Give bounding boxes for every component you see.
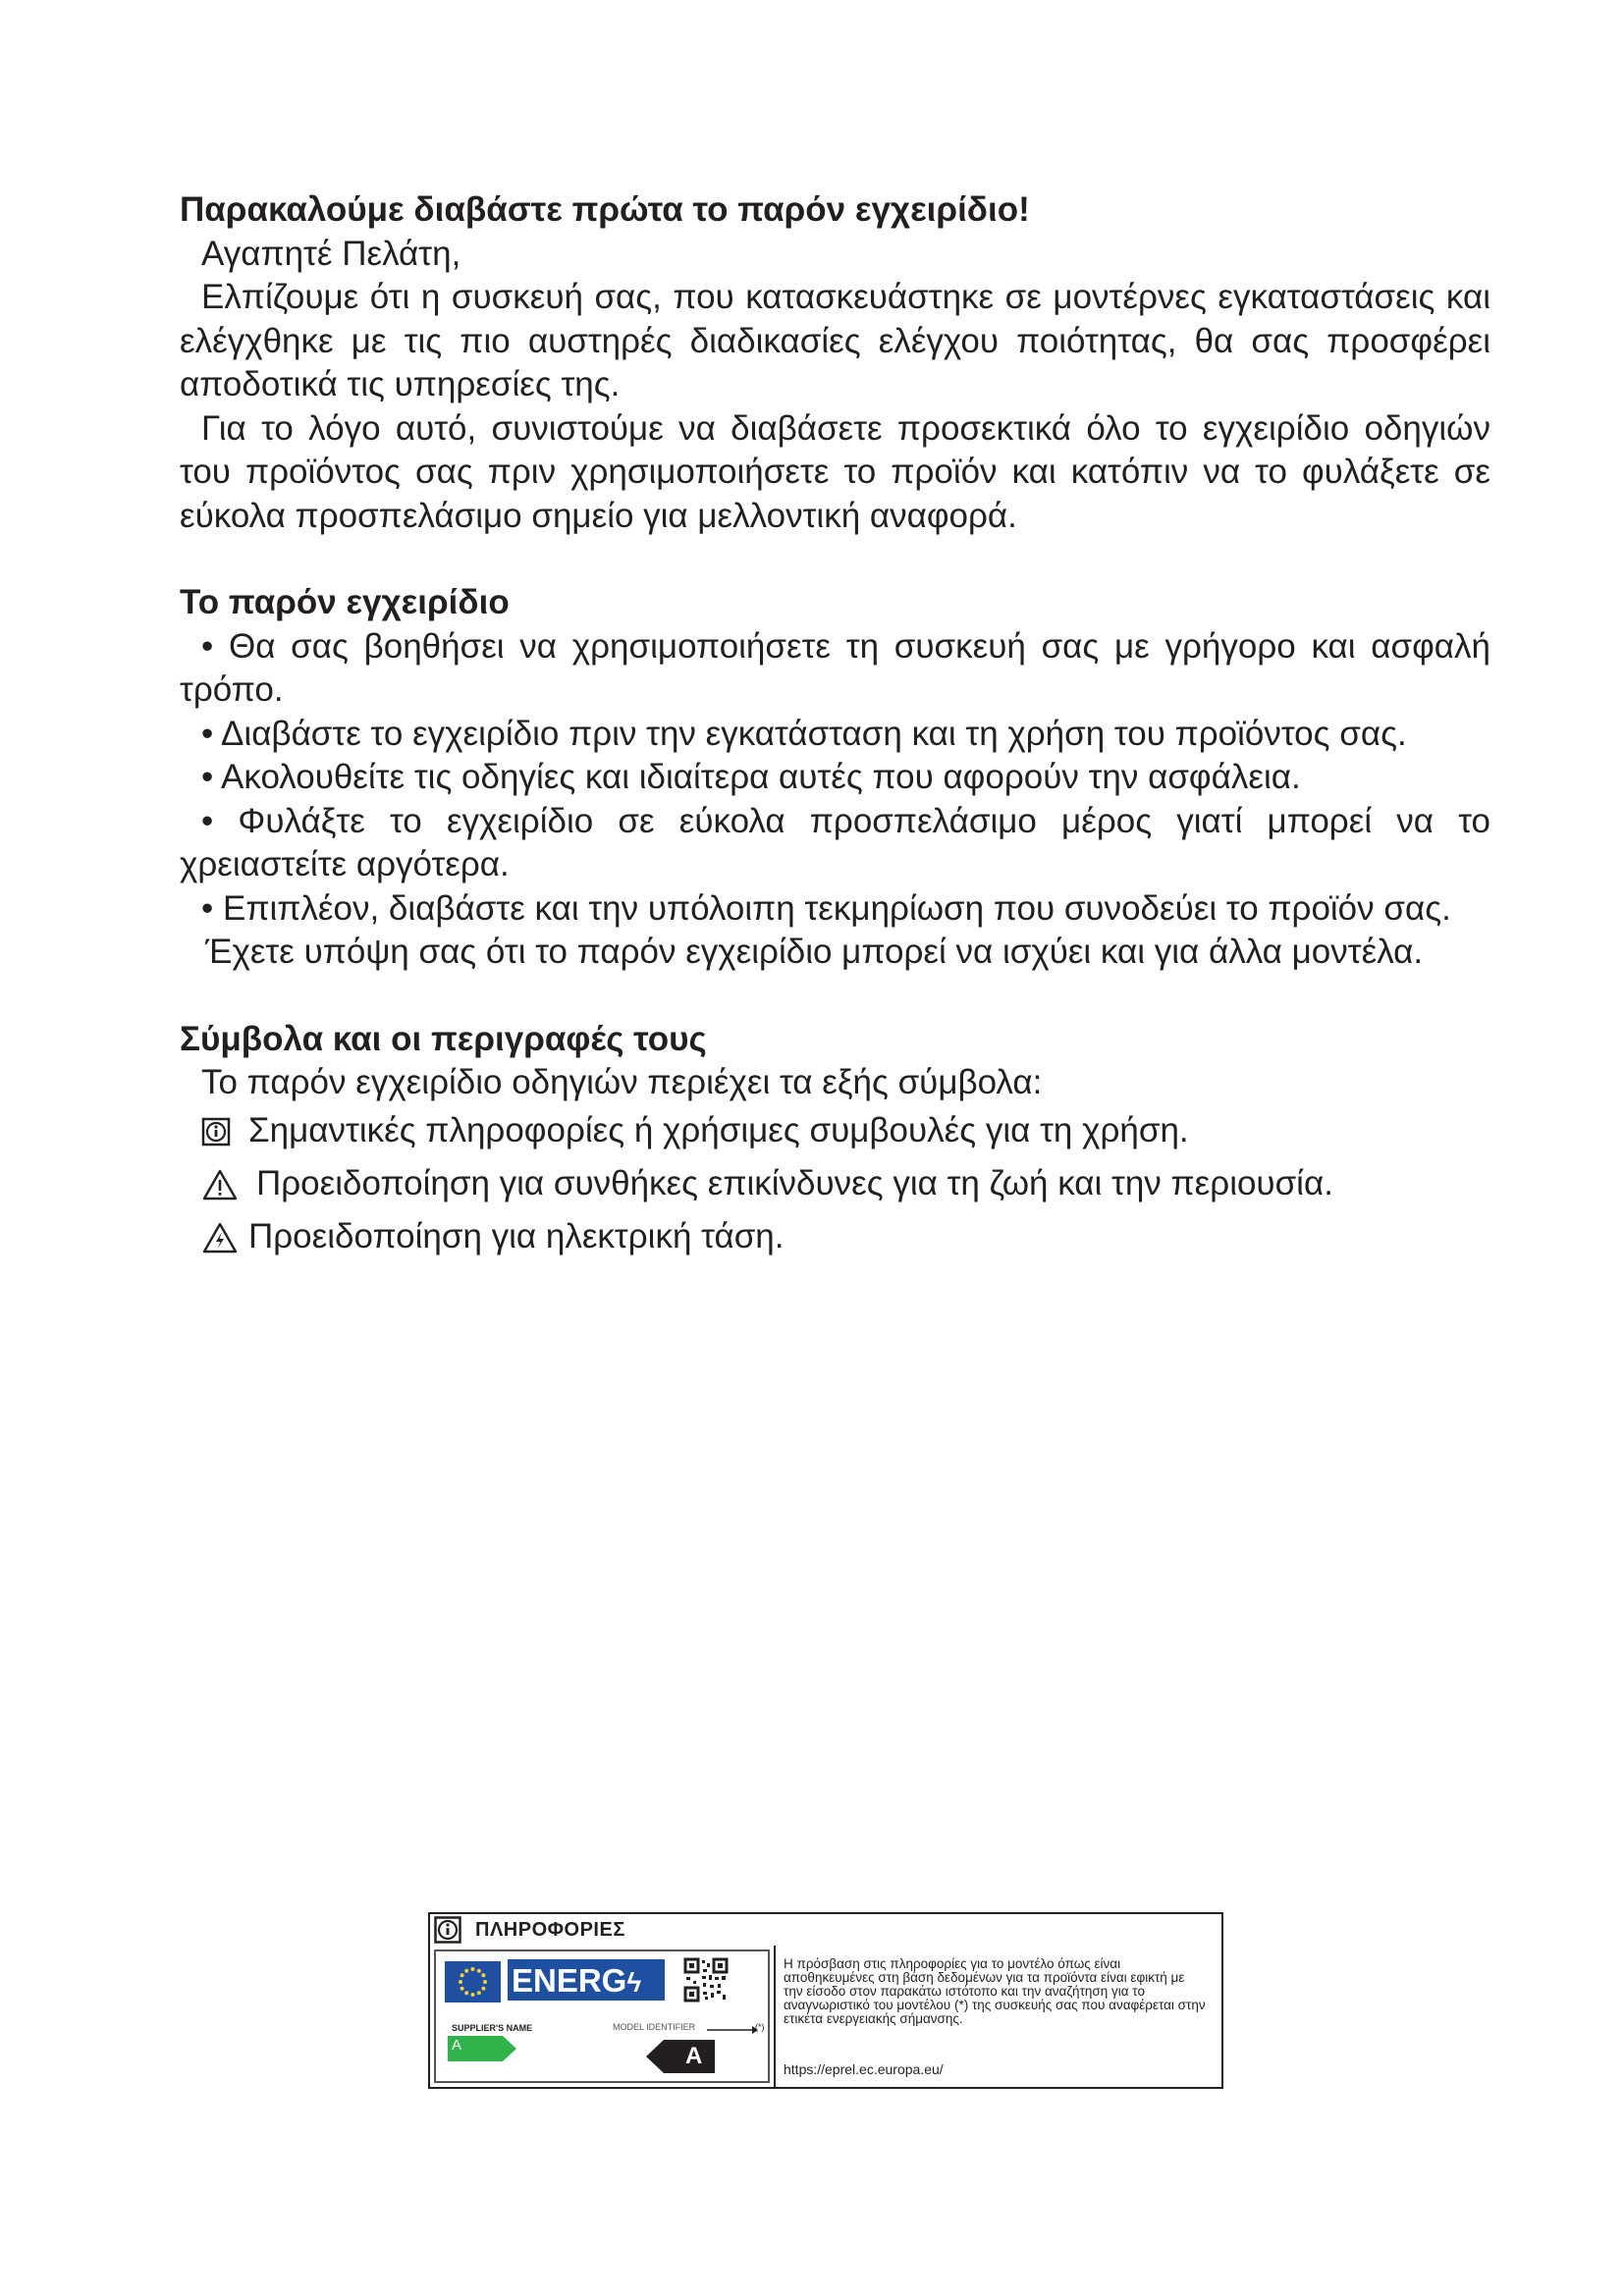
symbol-warning-text: Προειδοποίηση για συνθήκες επικίνδυνες για τη ζωή και την περιουσία. [256, 1164, 1333, 1203]
manual-content [180, 188, 1490, 1264]
greeting: Αγαπητέ Πελάτη, [201, 234, 461, 273]
info-box-header [430, 1914, 625, 1946]
energy-class-left: A [452, 2037, 462, 2054]
electric-warning-icon [201, 1221, 239, 1255]
energy-class-right: A [685, 2043, 703, 2069]
energy-class-indicator [646, 2040, 715, 2073]
eu-flag-icon [445, 1961, 501, 2002]
energy-logo [508, 1959, 665, 2001]
symbols-section-title: Σύμβολα και οι περιγραφές τους [180, 1019, 707, 1058]
manual-bullet: • Φυλάξτε το εγχειρίδιο σε εύκολα προσπελάσιμο μέρος γιατί μπορεί να το χρειαστείτε αργότερα. [180, 801, 1490, 883]
energy-label [434, 1949, 770, 2083]
symbol-row-info [180, 1105, 1490, 1158]
info-box-text: Η πρόσβαση στις πληροφορίες για το μοντέλο όπως είναι αποθηκευμένες στη βάση δεδομένων για τα προϊόντα είναι εφικτή με την είσοδο στον παρακάτω ιστότοπο και την αναζήτηση για το αναγνωριστικό του μοντέλου (*) της συσκευής σας που αναφέρεται στην ετικέτα ενεργειακής σήμανσης. [784, 1956, 1206, 2026]
manual-bullet: • Ακολουθείτε τις οδηγίες και ιδιαίτερα αυτές που αφορούν την ασφάλεια. [201, 758, 1301, 796]
symbol-row-warning [180, 1158, 1490, 1211]
model-identifier-label: MODEL IDENTIFIER [613, 2022, 696, 2032]
information-box [428, 1912, 1223, 2089]
intro-paragraph-1: Ελπίζουμε ότι η συσκευή σας, που κατασκευάστηκε σε μοντέρνες εγκαταστάσεις και ελέγχθηκε με τις πιο αυστηρές διαδικασίες ελέγχου ποιότητας, θα σας προσφέρει αποδοτικά τις υπηρεσίες της. [180, 278, 1490, 403]
info-icon [201, 1117, 231, 1147]
warning-icon [201, 1168, 239, 1201]
manual-bullet: • Θα σας βοηθήσει να χρησιμοποιήσετε τη συσκευή σας με γρήγορο και ασφαλή τρόπο. [180, 626, 1490, 709]
symbol-electric-text: Προειδοποίηση για ηλεκτρική τάση. [248, 1217, 785, 1256]
supplier-name-label: SUPPLIER'S NAME [452, 2023, 533, 2033]
lightning-icon: ϟ [626, 1967, 642, 1998]
manual-bullet: • Διαβάστε το εγχειρίδιο πριν την εγκατάσταση και τη χρήση του προϊόντος σας. [201, 714, 1407, 753]
symbol-info-text: Σημαντικές πληροφορίες ή χρήσιμες συμβουλές για τη χρήση. [248, 1111, 1189, 1150]
intro-title: Παρακαλούμε διαβάστε πρώτα το παρόν εγχειρίδιο! [180, 190, 1030, 229]
model-asterisk: (*) [755, 2022, 765, 2032]
qr-code-icon [683, 1957, 729, 2002]
intro-paragraph-2: Για το λόγο αυτό, συνιστούμε να διαβάσετε προσεκτικά όλο το εγχειρίδιο οδηγιών του προϊόντος σας πριν χρησιμοποιήσετε το προϊόν και κατόπιν να το φυλάξετε σε εύκολα προσπελάσιμο σημείο για μελλοντική αναφορά. [180, 408, 1490, 535]
manual-note: Έχετε υπόψη σας ότι το παρόν εγχειρίδιο μπορεί να ισχύει και για άλλα μοντέλα. [205, 933, 1424, 971]
info-box-divider [774, 1946, 776, 2087]
info-box-title: ΠΛΗΡΟΦΟΡΙΕΣ [475, 1918, 625, 1941]
manual-section-title: Το παρόν εγχειρίδιο [180, 583, 510, 621]
symbol-row-electric [180, 1211, 1490, 1264]
eprel-link[interactable]: https://eprel.ec.europa.eu/ [784, 2061, 944, 2077]
energy-logo-text: ENERG [512, 1962, 627, 1999]
manual-bullet: • Επιπλέον, διαβάστε και την υπόλοιπη τεκμηρίωση που συνοδεύει το προϊόν σας. [201, 888, 1451, 928]
symbols-intro: Το παρόν εγχειρίδιο οδηγιών περιέχει τα εξής σύμβολα: [201, 1063, 1043, 1101]
info-icon [434, 1916, 461, 1944]
